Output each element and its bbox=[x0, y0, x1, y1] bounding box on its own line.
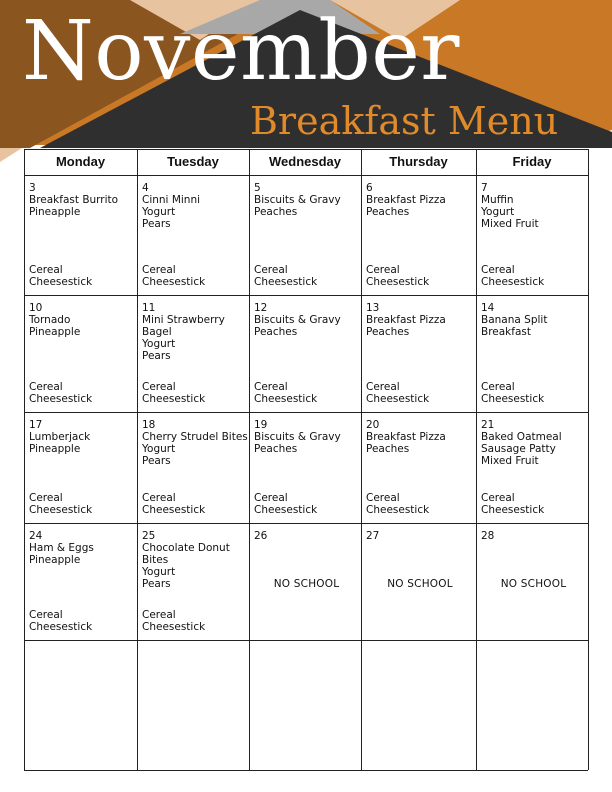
date-number: 27 bbox=[366, 530, 380, 542]
daily-extras bbox=[254, 264, 317, 288]
menu-item: Yogurt bbox=[142, 338, 176, 350]
menu-cell bbox=[366, 182, 474, 288]
daily-extras bbox=[481, 381, 544, 405]
extra-item: Cheesestick bbox=[29, 504, 93, 516]
menu-item: Sausage Patty bbox=[481, 443, 556, 455]
date-number: 3 bbox=[29, 182, 36, 194]
extra-item: Cheesestick bbox=[142, 504, 206, 516]
daily-extras bbox=[142, 381, 205, 405]
extra-item: Cereal bbox=[254, 264, 288, 276]
grid-line bbox=[588, 175, 589, 770]
daily-extras bbox=[29, 381, 92, 405]
date-number: 18 bbox=[142, 419, 156, 431]
extra-item: Cereal bbox=[142, 264, 176, 276]
day-header-tuesday: Tuesday bbox=[167, 154, 219, 169]
grid-line bbox=[361, 175, 362, 770]
extra-item: Cereal bbox=[29, 609, 63, 621]
menu-cell bbox=[29, 647, 135, 763]
menu-cell bbox=[254, 647, 359, 763]
menu-item: Pears bbox=[142, 218, 171, 230]
month-title: November bbox=[22, 4, 460, 99]
grid-line bbox=[24, 175, 25, 770]
menu-item: Mixed Fruit bbox=[481, 455, 539, 467]
grid-line bbox=[476, 175, 477, 770]
extra-item: Cereal bbox=[366, 492, 400, 504]
menu-item: Peaches bbox=[366, 206, 410, 218]
menu-cell bbox=[29, 182, 135, 288]
menu-item: Baked Oatmeal bbox=[481, 431, 562, 443]
menu-cell bbox=[254, 530, 359, 633]
menu-item: Banana Split bbox=[481, 314, 548, 326]
menu-item: Pineapple bbox=[29, 326, 81, 338]
menu-cell bbox=[481, 302, 586, 405]
date-number: 13 bbox=[366, 302, 380, 314]
menu-item: Biscuits & Gravy bbox=[254, 314, 341, 326]
menu-item: Pears bbox=[142, 578, 171, 590]
menu-cell bbox=[29, 302, 135, 405]
date-number: 20 bbox=[366, 419, 380, 431]
grid-line bbox=[24, 412, 588, 413]
extra-item: Cereal bbox=[29, 492, 63, 504]
day-header-thursday: Thursday bbox=[389, 154, 448, 169]
menu-cell bbox=[142, 530, 247, 633]
date-number: 21 bbox=[481, 419, 495, 431]
no-school-note: NO SCHOOL bbox=[273, 578, 340, 590]
extra-item: Cheesestick bbox=[481, 504, 545, 516]
no-school-note: NO SCHOOL bbox=[387, 578, 453, 590]
date-number: 7 bbox=[481, 182, 488, 194]
no-school-note: NO SCHOOL bbox=[500, 578, 567, 590]
menu-item: Biscuits & Gravy bbox=[254, 431, 341, 443]
date-number: 5 bbox=[254, 182, 261, 194]
daily-extras bbox=[481, 264, 544, 288]
menu-cell bbox=[142, 419, 247, 516]
daily-extras bbox=[254, 492, 317, 516]
menu-cell bbox=[366, 530, 474, 633]
menu-cell bbox=[481, 419, 586, 516]
menu-cell bbox=[254, 419, 359, 516]
day-header-friday: Friday bbox=[512, 154, 552, 169]
daily-extras bbox=[366, 381, 429, 405]
extra-item: Cereal bbox=[142, 609, 176, 621]
extra-item: Cereal bbox=[366, 381, 400, 393]
extra-item: Cheesestick bbox=[29, 276, 93, 288]
grid-line bbox=[249, 175, 250, 770]
menu-cell bbox=[481, 182, 586, 288]
menu-cell bbox=[481, 647, 586, 763]
menu-cell bbox=[29, 530, 135, 633]
extra-item: Cereal bbox=[481, 264, 515, 276]
menu-item: Peaches bbox=[366, 443, 410, 455]
menu-item: Cinni Minni bbox=[142, 194, 201, 206]
grid-line bbox=[24, 523, 588, 524]
extra-item: Cheesestick bbox=[254, 393, 318, 405]
menu-item: Yogurt bbox=[142, 566, 176, 578]
extra-item: Cereal bbox=[254, 492, 288, 504]
menu-item: Muffin bbox=[481, 194, 514, 206]
extra-item: Cheesestick bbox=[142, 621, 206, 633]
date-number: 25 bbox=[142, 530, 156, 542]
menu-cell bbox=[142, 302, 247, 405]
extra-item: Cheesestick bbox=[254, 276, 318, 288]
menu-item: Breakfast Burrito bbox=[29, 194, 119, 206]
menu-subtitle: Breakfast Menu bbox=[250, 99, 559, 143]
grid-line bbox=[24, 770, 588, 771]
menu-item: Peaches bbox=[254, 326, 298, 338]
date-number: 19 bbox=[254, 419, 268, 431]
extra-item: Cheesestick bbox=[142, 393, 206, 405]
date-number: 11 bbox=[142, 302, 156, 314]
menu-item: Breakfast Pizza bbox=[366, 314, 446, 326]
menu-item: Pineapple bbox=[29, 554, 81, 566]
daily-extras bbox=[366, 492, 429, 516]
extra-item: Cheesestick bbox=[29, 393, 93, 405]
extra-item: Cereal bbox=[481, 492, 515, 504]
menu-item: Cherry Strudel Bites bbox=[142, 431, 248, 443]
extra-item: Cereal bbox=[29, 381, 63, 393]
grid-line bbox=[137, 175, 138, 770]
menu-item: Ham & Eggs bbox=[29, 542, 94, 554]
menu-item: Yogurt bbox=[481, 206, 515, 218]
menu-item: Pears bbox=[142, 350, 171, 362]
menu-item: Biscuits & Gravy bbox=[254, 194, 341, 206]
menu-item: Yogurt bbox=[142, 443, 176, 455]
extra-item: Cereal bbox=[481, 381, 515, 393]
date-number: 26 bbox=[254, 530, 268, 542]
extra-item: Cereal bbox=[366, 264, 400, 276]
extra-item: Cereal bbox=[142, 492, 176, 504]
extra-item: Cereal bbox=[254, 381, 288, 393]
daily-extras bbox=[366, 264, 429, 288]
daily-extras bbox=[29, 264, 92, 288]
daily-extras bbox=[29, 609, 92, 633]
date-number: 17 bbox=[29, 419, 43, 431]
day-header-wednesday: Wednesday bbox=[268, 154, 341, 169]
menu-cell bbox=[366, 647, 474, 763]
extra-item: Cheesestick bbox=[366, 393, 430, 405]
daily-extras bbox=[142, 492, 205, 516]
date-number: 6 bbox=[366, 182, 373, 194]
menu-cell bbox=[366, 302, 474, 405]
menu-item: Bites bbox=[142, 554, 169, 566]
menu-cell bbox=[366, 419, 474, 516]
daily-extras bbox=[481, 492, 544, 516]
menu-item: Yogurt bbox=[142, 206, 176, 218]
date-number: 28 bbox=[481, 530, 495, 542]
menu-cell bbox=[29, 419, 135, 516]
menu-item: Tornado bbox=[29, 314, 71, 326]
menu-item: Peaches bbox=[366, 326, 410, 338]
menu-cell bbox=[254, 302, 359, 405]
extra-item: Cereal bbox=[29, 264, 63, 276]
menu-cell bbox=[142, 647, 247, 763]
menu-item: Peaches bbox=[254, 443, 298, 455]
date-number: 4 bbox=[142, 182, 149, 194]
menu-item: Bagel bbox=[142, 326, 172, 338]
menu-item: Peaches bbox=[254, 206, 298, 218]
extra-item: Cheesestick bbox=[254, 504, 318, 516]
menu-cell bbox=[142, 182, 247, 288]
menu-cell bbox=[481, 530, 586, 633]
daily-extras bbox=[254, 381, 317, 405]
menu-item: Breakfast Pizza bbox=[366, 431, 446, 443]
extra-item: Cheesestick bbox=[481, 276, 545, 288]
extra-item: Cheesestick bbox=[366, 276, 430, 288]
grid-line bbox=[588, 149, 589, 175]
grid-line bbox=[24, 175, 588, 176]
extra-item: Cheesestick bbox=[29, 621, 93, 633]
extra-item: Cheesestick bbox=[142, 276, 206, 288]
daily-extras bbox=[29, 492, 92, 516]
menu-item: Pineapple bbox=[29, 206, 81, 218]
menu-item: Mini Strawberry bbox=[142, 314, 225, 326]
menu-item: Mixed Fruit bbox=[481, 218, 539, 230]
daily-extras bbox=[142, 609, 205, 633]
menu-item: Pineapple bbox=[29, 443, 81, 455]
extra-item: Cheesestick bbox=[481, 393, 545, 405]
daily-extras bbox=[142, 264, 205, 288]
grid-line bbox=[24, 295, 588, 296]
grid-line bbox=[24, 640, 588, 641]
menu-item: Breakfast bbox=[481, 326, 531, 338]
date-number: 10 bbox=[29, 302, 43, 314]
date-number: 24 bbox=[29, 530, 43, 542]
date-number: 12 bbox=[254, 302, 268, 314]
menu-item: Lumberjack bbox=[29, 431, 91, 443]
menu-item: Chocolate Donut bbox=[142, 542, 230, 554]
menu-cell bbox=[254, 182, 359, 288]
extra-item: Cereal bbox=[142, 381, 176, 393]
day-header-monday: Monday bbox=[55, 154, 106, 169]
extra-item: Cheesestick bbox=[366, 504, 430, 516]
menu-item: Pears bbox=[142, 455, 171, 467]
menu-item: Breakfast Pizza bbox=[366, 194, 446, 206]
date-number: 14 bbox=[481, 302, 495, 314]
